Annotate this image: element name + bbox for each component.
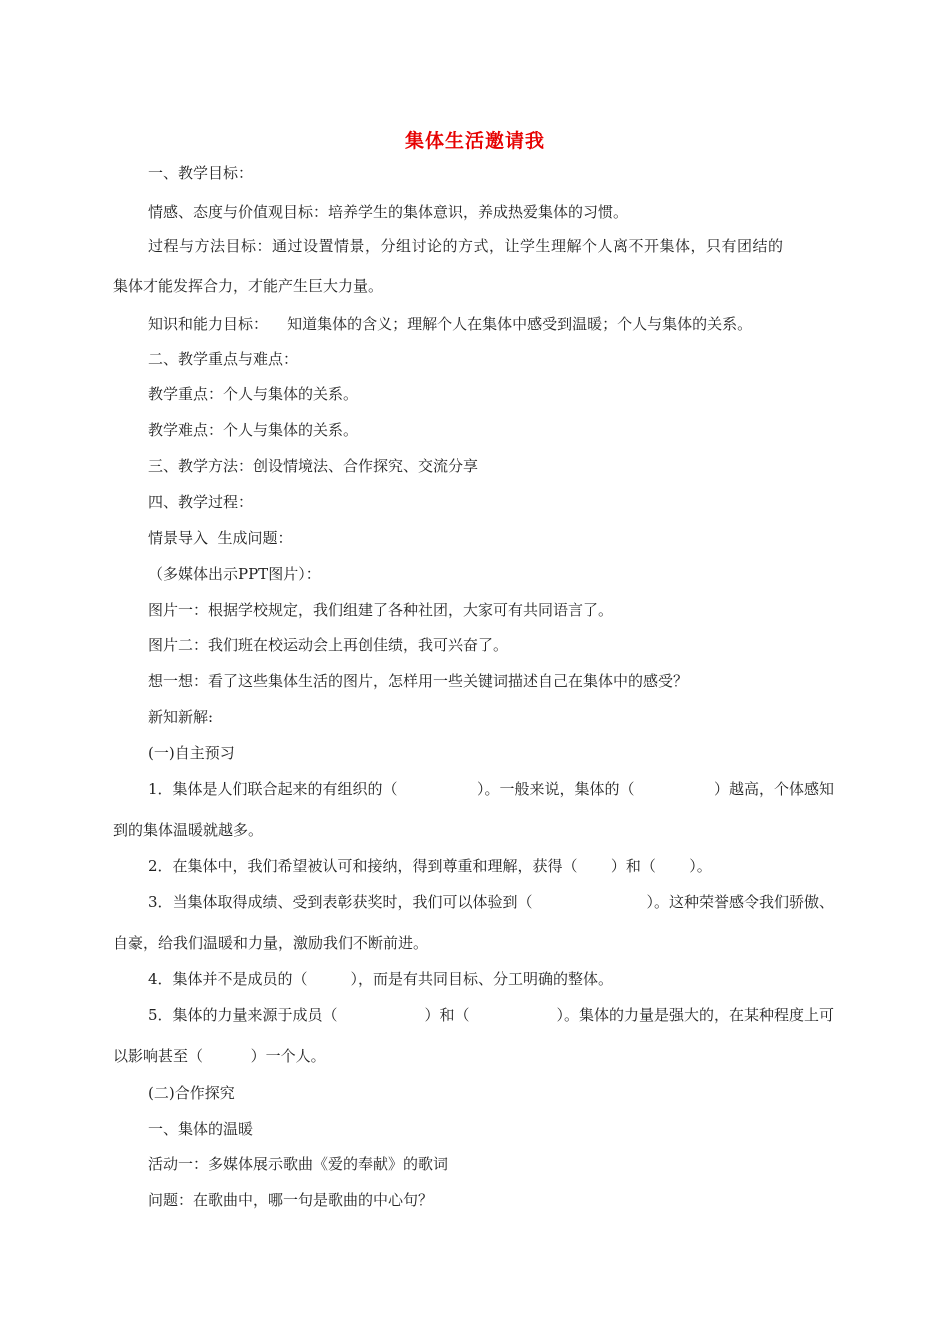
- question-3-line1: [148, 892, 834, 912]
- think-prompt: 想一想：看了这些集体生活的图片，怎样用一些关键词描述自己在集体中的感受？: [148, 672, 689, 690]
- knowledge-objective: 知识和能力目标： 知道集体的含义；理解个人在集体中感受到温暖；个人与集体的关系。: [148, 315, 753, 333]
- question-3-line2: 自豪，给我们温暖和力量，激励我们不断前进。: [113, 934, 429, 952]
- teaching-methods: 三、教学方法：创设情境法、合作探究、交流分享: [148, 457, 479, 475]
- teaching-focus: 教学重点：个人与集体的关系。: [148, 385, 359, 403]
- process-heading: 四、教学过程：: [148, 493, 254, 511]
- question-1-line1: [148, 779, 834, 799]
- q3-part2: ）。这种荣誉感令我们骄傲、: [646, 893, 834, 911]
- q5-part3: ）。集体的力量是强大的，在某种程度上可: [556, 1006, 834, 1024]
- question-1-line2: 到的集体温暖就越多。: [113, 821, 264, 839]
- q5-part2: ）和（: [424, 1006, 470, 1024]
- q1-part3: ）越高，个体感知: [713, 780, 834, 798]
- picture-two: 图片二：我们班在校运动会上再创佳绩，我可兴奋了。: [148, 636, 509, 654]
- q5-part1: 5．集体的力量来源于成员（: [148, 1006, 338, 1024]
- picture-one: 图片一：根据学校规定，我们组建了各种社团，大家可有共同语言了。: [148, 601, 614, 619]
- page-title: 集体生活邀请我: [404, 130, 545, 152]
- teaching-difficulty: 教学难点：个人与集体的关系。: [148, 421, 359, 439]
- cooperation-heading: (二)合作探究: [148, 1084, 235, 1102]
- objectives-heading: 一、教学目标：: [148, 164, 254, 182]
- media-note: （多媒体出示PPT图片）：: [148, 565, 321, 583]
- question-2: 2．在集体中，我们希望被认可和接纳，得到尊重和理解，获得（ ）和（ ）。: [148, 857, 712, 875]
- q1-part2: ）。一般来说，集体的（: [477, 780, 635, 798]
- process-objective-text: 过程与方法目标：通过设置情景，分组讨论的方式，让学生理解个人离不开集体，只有团结的: [148, 237, 784, 255]
- question-5-line1: [148, 1005, 834, 1025]
- warmth-section: 一、集体的温暖: [148, 1120, 254, 1138]
- question-4: 4．集体并不是成员的（ ），而是有共同目标、分工明确的整体。: [148, 970, 613, 988]
- key-points-heading: 二、教学重点与难点：: [148, 350, 299, 368]
- new-knowledge: 新知新解:: [148, 708, 214, 726]
- preview-heading: (一)自主预习: [148, 744, 235, 762]
- q3-part1: 3．当集体取得成绩、受到表彰获奖时，我们可以体验到（: [148, 893, 533, 911]
- question-5-line2: 以影响甚至（ ）一个人。: [113, 1047, 326, 1065]
- scene-intro: 情景导入 生成问题：: [148, 529, 293, 547]
- process-objective-line2: 集体才能发挥合力，才能产生巨大力量。: [113, 277, 384, 295]
- song-question: 问题：在歌曲中，哪一句是歌曲的中心句？: [148, 1191, 434, 1209]
- activity-one: 活动一：多媒体展示歌曲《爱的奉献》的歌词: [148, 1155, 449, 1173]
- q1-part1: 1．集体是人们联合起来的有组织的（: [148, 780, 398, 798]
- process-objective-line1: [148, 236, 834, 256]
- affective-objective: 情感、态度与价值观目标：培养学生的集体意识，养成热爱集体的习惯。: [148, 203, 629, 221]
